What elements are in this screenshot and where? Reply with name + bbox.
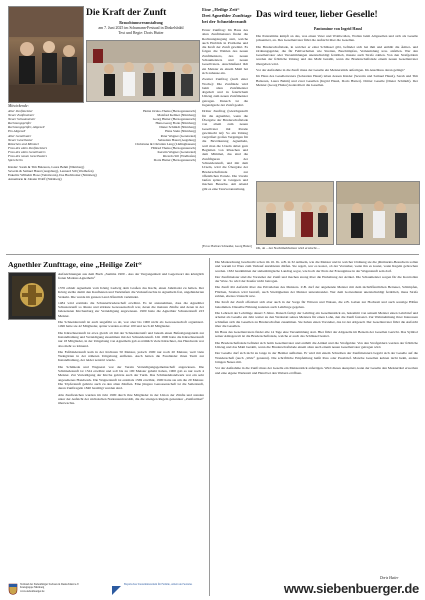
paragraph: 1376 erhielt Agnetheln vom König Ludwig dem Großen das Recht, einen Jahrmarkt zu halten. Der König stellte damit den Kaufleuten und Verkäufern die Verkaufsrechte in Agnetheln frei, ungehinderten Verkehr. Die wurde im ganzen Land öffentlich verkündet.: [58, 286, 204, 299]
bottom-left-text: [58, 286, 204, 407]
verband-logo: [8, 582, 18, 594]
right-caption: Oh, oh – der Nachtmahlwitzer wird erwischt ...: [256, 246, 320, 250]
cast-row: [8, 158, 196, 162]
left-title: Die Kraft der Zunft: [86, 8, 167, 18]
horizontal-divider: [6, 254, 419, 255]
cast-actor: Hiltrud Theiss (Herzogenaurach): [151, 145, 196, 150]
signature: Doris Hutter: [380, 576, 399, 580]
cast-actor: Peter Wagner (Geretsried): [160, 133, 196, 138]
cast-actor: Ricarda Sill (Wadhofen): [162, 154, 196, 159]
paragraph: Die Pantomime knüpft an das, was einen Vater und Wohlwollen, Wollen beim Altgesellen und sich als Geselle präsentiert, an. Des Gesellenvater führt die Aufsicht über die Gesellen.: [256, 34, 418, 43]
paragraph: Der Geselle darf sich nicht zu lange in der Heimat aufhalten. Er wird mit einem Schreiben der Zunftmeistern begabt sich der Geselle auf die Wanderschaft (auch „Walz“ genannt). Die schriftliche Empfehlung heißt Pass oder Passbrief. Manche Gesellen kehren nicht heim, andere bringen Neues mit.: [215, 351, 418, 364]
box-title-2: Drei Agnethler Zunfttage: [202, 13, 252, 18]
box-title-3: bei der Schneiderzunft: [202, 19, 247, 24]
cast-actor: Hans-Georg Bode (Nürnberg): [155, 121, 196, 126]
cast-list: [8, 109, 196, 162]
cast-actor: Christiane & Christian Lang (Lüdinghausen): [135, 141, 196, 146]
middle-text: [202, 28, 248, 193]
photo-zunft-procession: [86, 40, 200, 102]
cast-role: Frau des neuen Gesellvaters: [8, 154, 47, 159]
cast-role: Frau des alten Gesellvaters: [8, 149, 46, 154]
paragraph: Die Kürschnerzunft ist etwa gleich alt mit der Schneiderzunft und bekam einen Befestigungsturm zur Instandhaltung und Verteidigung zusammen mit der Schneiderzunft. Um 1900 hatte die Kürschnerzunft nur 18 Mitglieder, in der Umgebung von Agnetheln gab es nämlich viele Kürschner, das Handwerk war also mehr so lohnend.: [58, 330, 204, 348]
site-watermark: www.siebenbuerger.de: [283, 581, 419, 596]
cast-role: Frau des alten Zunftmeisters: [8, 145, 48, 150]
paragraph: Die Schneiderzunft ist auch ungefähr so alt, war aber bis 1900 nicht als Genossenschaft organisiert. 1496 hatte sie 42 Mitglieder, später wurden es über 100 und noch 40 Mitglieder.: [58, 320, 204, 329]
left-subtitle: Brauchtumsveranstaltung: [119, 21, 163, 25]
cast-role: Rechnungsprüfer, Altgesell: [8, 125, 45, 130]
bottom-right-text: [215, 260, 418, 377]
bayern-ministry-text: Bayerisches Staatsministerium für Familie, Arbeit und Soziales: [124, 583, 193, 586]
cast-role: Neuer Zunftmeister: [8, 113, 35, 118]
right-text: [256, 34, 418, 89]
cast-actor: Kerstin Wagner (Geretsried): [157, 149, 196, 154]
right-subtitle: Pantomime von Ingrid Hausl: [313, 27, 363, 31]
paragraph: Die Kraft der Zunft offenbart sich aber auch in der Sorge für Witwen und Waisen, die z.B. Gaben zur Hochzeit und auch sonstige Hilfen bekommen. Dieselbe Führung konnten auch Lehrlinge gegeben.: [215, 300, 418, 309]
bayern-ministry-logo: [112, 583, 122, 593]
right-title: Das wird teuer, lieber Geselle!: [256, 10, 378, 20]
paragraph: Erster Zunfttag: Im Haus des alten Zunftmeisters findet die Rechnungslegung statt, welche auch Einblick in Probleme und die Kraft der Zunft gewährt. Es folgen die Wahlen des neuen Zunftmeisters, des neuen Schaumeisters und neuen Gesellvaters. Anschließend lädt ein Meister zu einem Mahl bei sich zuhause ein.: [202, 28, 248, 75]
paragraph: Im Haus des Gesellenvaters (Sebastian Hausl) leben dessen Kinder (Severin und Samuel Hausl), Sarah und Tim Balzeren, Laura Behm) und zwei Gesellen (Ingrid Hausl, Doris Hutter). Dritter Geselle (Dieter Schmidt). Der Meister (Georg Hutter) kontrolliert die Gesellen.: [256, 74, 418, 87]
cast-actor: Manfred Kellner (Nürnberg): [157, 113, 196, 118]
photo-pantomime-group: [256, 181, 334, 245]
cast-actor: Georg Hutter (Herzogenaurach): [152, 117, 196, 122]
cast-extra-line: Annemarie & Johann Wolff (Nürnberg): [8, 177, 62, 182]
cast-role: Ein Altgesell: [8, 129, 26, 134]
cast-role: Alter Gesellvater: [8, 133, 32, 138]
cast-actor: Sebastian Hausl (Augsburg): [157, 137, 196, 142]
cast-extra-line: Enkelin: Wilhelm Hose (Veitsbronn), Ilse Buchholzer (Nürnberg): [8, 173, 97, 178]
cast-role: Sprecherin: [8, 158, 23, 163]
paragraph: Dritter Zunfttag (Gleichgestellt für die Agnethler, wenn die Übergabe der Bruderschaftslade von altem zum neuen Gesellvater mit Parade gewünscht ist): So ein Umzug vergrößert großes Vergnügen für die Bevölkerung Agnetheln, weil man die Urzeln dabei gern Begleiten von Rösschen und dem Mimmel, das sind die Zunftfiguren der Schneiderzunft, und mit dem Urzeln, wird die Übergabe der Bruderschaftslade zur öffentlichen Parade. Die Urzeln laufen später in Gruppen und machen Besuche. Am Abend gibt es eine Tanzveranstaltung.: [202, 109, 248, 191]
cast-extra-line: Severin & Samuel Hausl (Augsburg), Lennard Sill (Wadhofen): [8, 169, 94, 174]
bottom-left-title: Agnethler Zunfttage, eine „Heilige Zeit“: [8, 260, 142, 269]
paragraph: Die Bruderschaftslade, in welcher er einst Schlüssel gibt, befindet sich bei ihm und enthält die Ämter- und Ordnungsgelder, die für Fehlverhalten wie Streiten, Beschimpfen, Verleumdung usw. anfallen. Wer den Gesellenvater oder Versammlungen unentschuldigt fernblieb, musste auch Strafe zahlen. Von den Strafgeldern werden der fröhliche Umzug und das Mahl bezahlt, wenn die Bruderschaftslade einem neuen Gesellenvater übergeben wird.: [256, 44, 418, 66]
paragraph: Im Haus des Gesellenvaters findet alle 14 Tage eine Versammlung statt. Hier führt der Altgeselle im Beisein der Gesellen Gericht. Das Symbol seiner Amtsgewalt ist die Bruderschaftslade, welche er auch das Schlüssel besitzt.: [215, 330, 418, 339]
cast-role: Alter Zunftmeister: [8, 109, 33, 113]
paragraph: Der Zunftmeister sind die Vorsteher der Zunft und machen streng über die Einhaltung der Artikel. Die Schaumeister sorgen für die Kontrollen der Ware. So wird der Kaufer nicht betrogen.: [215, 274, 418, 284]
box-title-1: Eine „Heilige Zeit“: [202, 7, 240, 12]
cast-role: Neuer Schaumeister: [8, 117, 36, 122]
paragraph: Vor der Aufnahme in die Zunft muss der Geselle ein Meisterstück anfertigen. Wird dieses akzeptiert, kann der Geselle den Meistertitel erwerben und eine eigene Werkstatt und Hand bei den Webern eröffnen.: [215, 366, 418, 375]
paragraph: Die Faßbinderzunft kam in der höchsten 50 Meister, jedoch 1900 nur noch 20 Meister, weil viele Weingärten in der näheren Umgebung entfielen. Auch hatten die Fassbinder ihren Turm zur Instandhaltung, der leider zerstört wurde.: [58, 349, 204, 363]
cast-role: Rösschen und Mimmel: [8, 141, 39, 146]
verband-logo-url: www.siebenbuerger.de: [20, 590, 45, 593]
cast-heading: Mitwirkende:: [8, 104, 29, 108]
cast-role: Rechnungsprüfer: [8, 121, 32, 126]
cast-actor: Dieter Schmidt (Nürnberg): [159, 125, 196, 130]
cast-role: Neuer Gesellvater: [8, 137, 33, 142]
paragraph: Die Bruderschaftslade befindet sich beim Gesellenvater und enthält die Artikel und die Strafgelder. Von den Strafgeldern werden der fröhliche Umzug und das Mahl bezahlt, wenn die Bruderschaftslade einem alten auch einem neuen Gesellenvater getragen wird.: [215, 340, 418, 350]
paragraph: Die Zunft übt Aufsicht über das Privatleben des Meisters. Z.B. darf der angehende Meister mit dem nichtöffentlichen Betreuer, Schimpfen, Flüchen, Streiten wird bestraft, auch Streitigkeiten der Meister untereinander. Wer dem Gottesdienst unentschuldigt fernblieb, muss Strafe zahlen, ebenso Unzucht usw.: [215, 285, 418, 299]
cast-actor: Hans Stein (Nürnberg): [165, 129, 196, 134]
cast-extra: [8, 165, 196, 181]
cast-actor: Doris Hutter (Herzogenaurach): [153, 158, 196, 163]
paragraph: Alle Zunftzeichen wurden im Jahr 1900 durch ihre Mitglieder in der Union der Zünfte und standen unter der Aufsicht der sächsischen Nationsuniversität, die die strengen Regeln genannter „Zunftartikel“ überwachte.: [58, 392, 204, 406]
paragraph: Die Schmiede und Wagnerei war der Verein Verteidigungsgemeinschaft angewiesen. Die Schmiedezunft ist 1524 erwähnt und soll bis zu 100 Meister gehabt haben, 1900 gab es nur noch 4 Meister. Zur Verteidigung der Kirche gehörte auch der Turm. Das Schmiedehandwerk war ein sehr angesehenes Handwerk. Die Wagnerzunft ist erstmals 1569 erwähnt, 1900 hatte sie um die 20 Meister. Die Töpferzunft gehörte auch zu den alten Zünften. Eine jüngere Genossenschaft ist die Seilerzunft, deren Zunftregeln 1840 bestätigt wurden sind.: [58, 364, 204, 391]
photo-credit: [Fotos: Barbara Schneider, Georg Hutter]: [202, 244, 252, 248]
left-author-line: Text und Regie: Doris Hutter: [118, 31, 164, 35]
photo-zunft-meeting: [8, 6, 84, 103]
bottom-left-intro: Aufzeichnungen aus dem Buch „Summa 1900 - Aus der Vergangenheit und Gegenwart des königlich freien Marktes Agnetheln“: [58, 272, 204, 281]
photo-zunft-emblem: [8, 272, 56, 320]
cast-extra-line: Kinder: Sarah & Tim Balzeren, Laura Behm (Nürnberg): [8, 165, 85, 169]
paragraph: Die Markordnung beschreibt schon im 16. Jh. u.B. in 32 Artikeln, wie die Meister und in welcher Ordnung sie die jährmarkts-Besuchern sollen und warum ist Ware zum Verkauf anzubieten dürfen. Sie regelt, wer es kostet, ob der Vorsteher, wenn ihn es kostet, wann Regeln gebrochen werden. 1632 bestimmten der siebenbürgische Landtag sogar, wie hoch der Preis der Erzeugnisse in der Wagenzunft sein darf.: [215, 260, 418, 273]
paragraph: 1484 wird erstmals die Schusterbruderschaft erwähnt. Es ist anzunehmen, dass die Agnethler Schusterzunft so älteste und stärkste Genossenschaft war, deren die meisten Zünfte und deren in der belesensten Kirchenburg zur Verteidigung angewiesen. 1900 hatte die Agnethler Schusterzunft 223 Meister.: [58, 300, 204, 318]
verband-logo-text: Verband der Siebenbürger Sachsen in Deutschland e.V. Kreisgruppe Nürnberg: [20, 583, 80, 590]
paragraph: Zweiter Zunfttag (nach einer Woche): Die Zunftlade wird beim alten Zunftmeister abgeholt und in feierlichem Umzug zum neuen Zunftmeister getragen. Danach ist die Jugendgarde der Zunft geehrt.: [202, 77, 248, 108]
left-date-line: am 7. Juni 2025 im Schumann-Festsaal in Dinkelsbühl: [98, 26, 184, 30]
paragraph: Die Lehrzeit der Lehrlinge dauert 3 Jahre. Danach fertigt der Lehrling ein Gesellenstück an, bekommt von seinem Meister einen Lehrbrief und arbeitet als Geselle ein Jahr weiter zu den Werkstatt seines Meisters für einen Lohn, den die Zunft festsetzt. Zur Wahrnehmung ihrer Interessen schließen sich die Gesellen zu Bruderschaften zusammen. Sie haben einen Vorsteher, das ist der Altgesell. Der Gesellenvater führt die Aufsicht über die Gesellen.: [215, 310, 418, 328]
paragraph: Vor der Aufnahme in die Zunft muss der Geselle ein Meisterstück anfertigen. Im Anschluss daran gelingt?: [256, 68, 405, 73]
photo-pantomime-scene: [336, 181, 420, 245]
cast-actor: Heinz Ocsko-Theiss (Herzogenaurach): [143, 109, 196, 113]
vertical-divider-bottom: [209, 258, 210, 596]
